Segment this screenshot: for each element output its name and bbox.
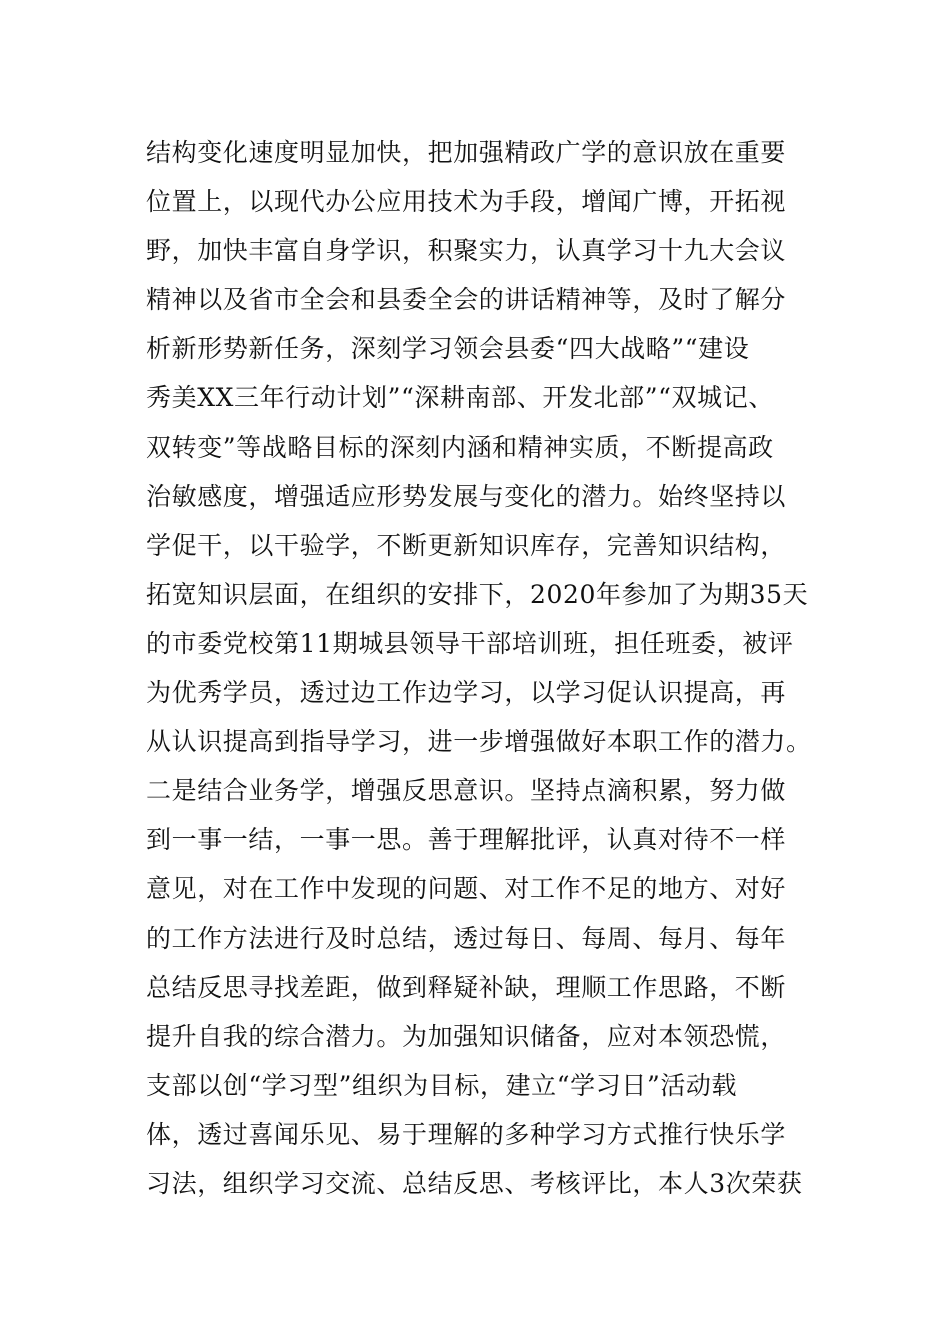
text-line-7: 双转变”等战略目标的深刻内涵和精神实质，不断提高政 bbox=[146, 432, 774, 462]
text-line-12: 为优秀学员，透过边工作边学习，以学习促认识提高，再 bbox=[146, 678, 787, 708]
text-line-21: 体，透过喜闻乐见、易于理解的多种学习方式推行快乐学 bbox=[146, 1119, 787, 1149]
text-line-9: 学促干，以干验学，不断更新知识库存，完善知识结构， bbox=[146, 530, 787, 560]
text-line-8: 治敏感度，增强适应形势发展与变化的潜力。始终坚持以 bbox=[146, 481, 787, 511]
text-line-14: 二是结合业务学，增强反思意识。坚持点滴积累，努力做 bbox=[146, 776, 787, 806]
text-line-16: 意见，对在工作中发现的问题、对工作不足的地方、对好 bbox=[146, 874, 787, 904]
text-line-6: 秀美XX三年行动计划”“深耕南部、开发北部”“双城记、 bbox=[146, 383, 774, 413]
text-line-22: 习法，组织学习交流、总结反思、考核评比，本人3次荣获 bbox=[146, 1168, 803, 1198]
text-line-17: 的工作方法进行及时总结，透过每日、每周、每月、每年 bbox=[146, 923, 787, 953]
text-line-11: 的市委党校第11期城县领导干部培训班，担任班委，被评 bbox=[146, 628, 794, 658]
text-line-20: 支部以创“学习型”组织为目标，建立“学习日”活动载 bbox=[146, 1070, 738, 1100]
text-line-5: 析新形势新任务，深刻学习领会县委“四大战略”“建设 bbox=[146, 334, 750, 364]
text-line-19: 提升自我的综合潜力。为加强知识储备，应对本领恐慌， bbox=[146, 1021, 787, 1051]
text-line-3: 野，加快丰富自身学识，积聚实力，认真学习十九大会议 bbox=[146, 236, 787, 266]
text-line-18: 总结反思寻找差距，做到释疑补缺，理顺工作思路，不断 bbox=[146, 972, 787, 1002]
text-line-13: 从认识提高到指导学习，进一步增强做好本职工作的潜力。 bbox=[146, 727, 812, 757]
text-line-15: 到一事一结，一事一思。善于理解批评，认真对待不一样 bbox=[146, 825, 787, 855]
text-line-4: 精神以及省市全会和县委全会的讲话精神等，及时了解分 bbox=[146, 285, 787, 315]
text-line-2: 位置上，以现代办公应用技术为手段，增闻广博，开拓视 bbox=[146, 187, 787, 217]
text-line-1: 结构变化速度明显加快，把加强精政广学的意识放在重要 bbox=[146, 138, 787, 167]
body-text bbox=[146, 128, 846, 1208]
text-line-10: 拓宽知识层面，在组织的安排下，2020年参加了为期35天 bbox=[146, 579, 809, 609]
